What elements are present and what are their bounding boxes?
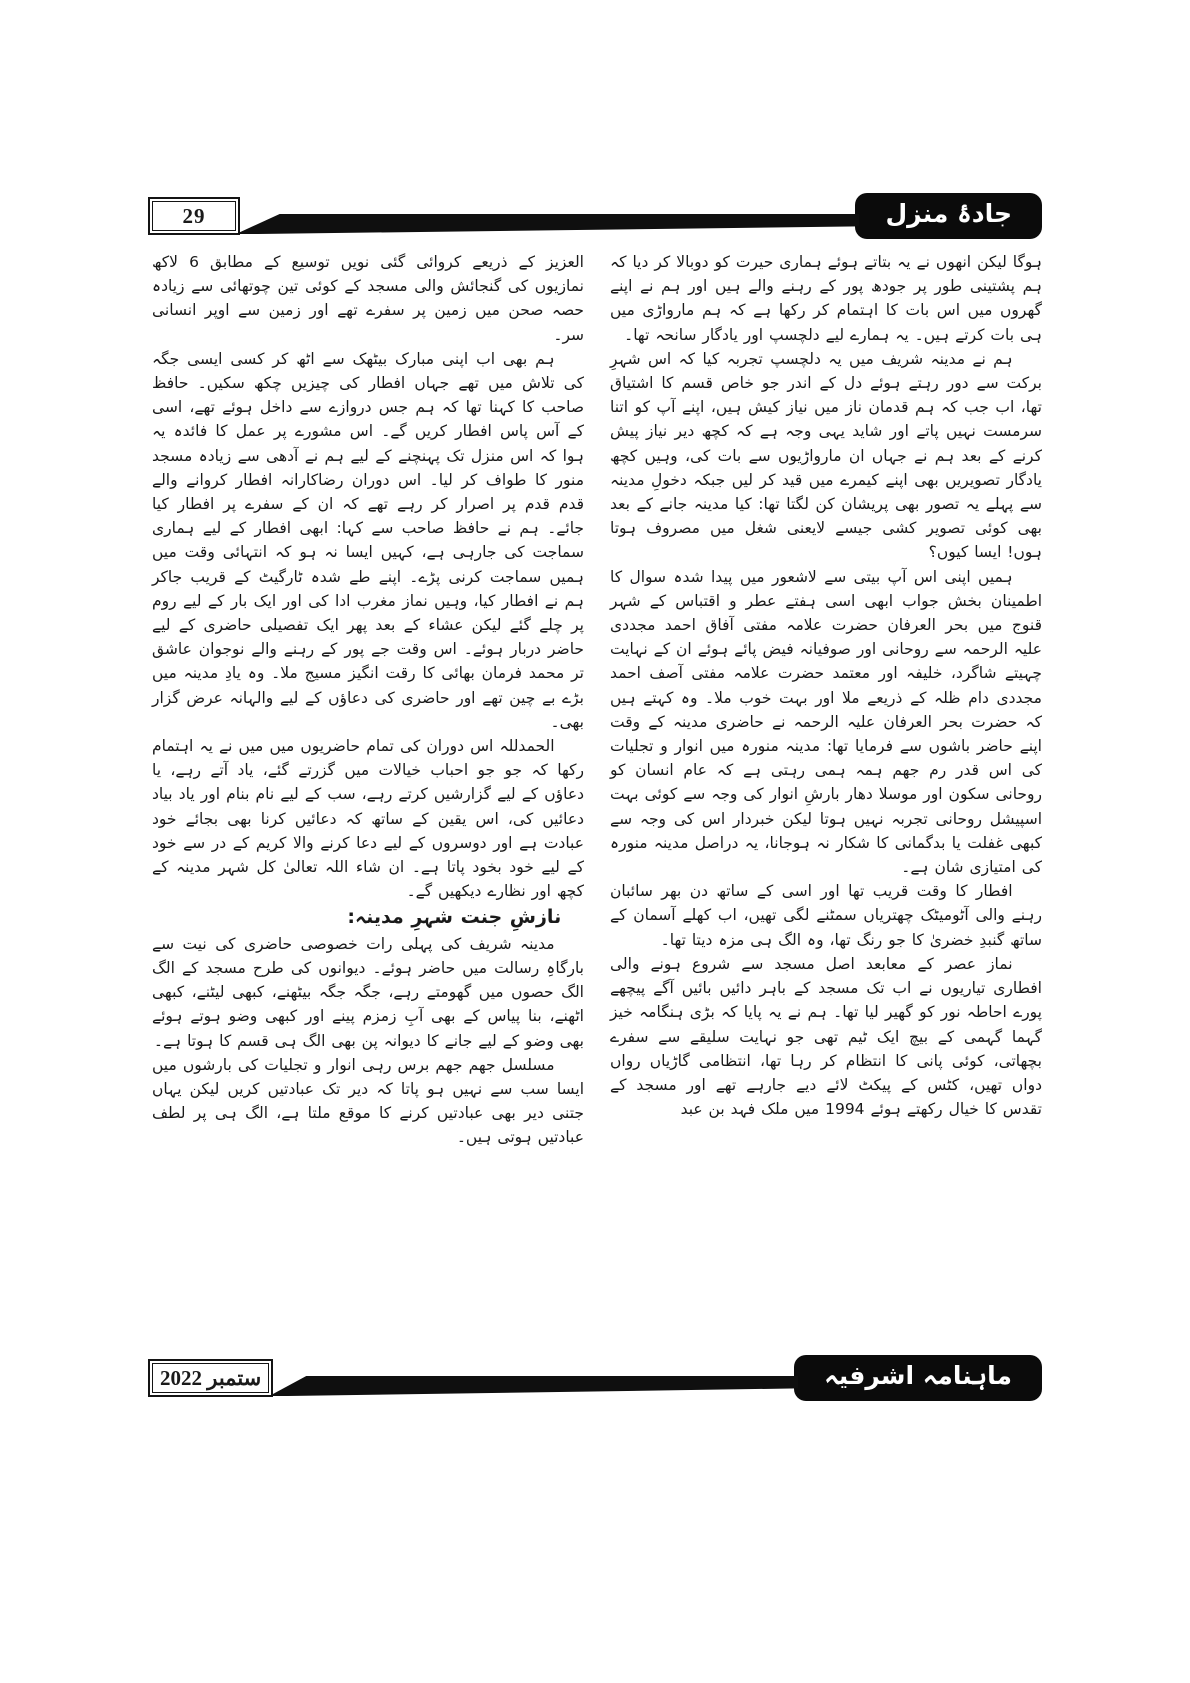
paragraph: نماز عصر کے معابعد اصل مسجد سے شروع ہونے والی افطاری تیاریوں نے اب تک مسجد کے باہر دائیں بائیں آگے پیچھے پورے احاطہ نور کو گھیر لیا تھا۔ ہم نے یہ پایا کہ بڑی ہنگامہ خیز گہما گہمی کے بیچ ایک ٹیم تھی جو نہایت سلیقے سے سفرے بچھاتی، کوئی پانی کا انتظام کر رہا تھا، انتظامی گاڑیاں رواں دواں تھیں، کٹس کے پیکٹ لائے دیے جارہے تھے اور مسجد کے تقدس کا خیال رکھتے ہوئے 1994 میں ملک فہد بن عبد — [610, 954, 1042, 1119]
paragraph: ہم نے مدینہ شریف میں یہ دلچسپ تجربہ کیا کہ اس شہرِ برکت سے دور رہتے ہوئے دل کے اندر جو خاص قسم کا اشتیاق تھا، اب جب کہ ہم قدمان ناز میں نیاز کیش ہیں، اپنے آپ کو اتنا سرمست نہیں پاتے اور شاید یہی وجہ ہے کہ کچھ دیر نیاز پیش کرنے کے بعد ہم نے جہاں ان مارواڑیوں سے بات کی، وہیں کچھ یادگار تصویریں بھی اپنے کیمرے میں قید کر لیں جبکہ دخولِ مدینہ سے پہلے یہ تصور بھی پریشان کن لگتا تھا: کیا مدینہ جانے کے بعد بھی کوئی تصویر کشی جیسے لایعنی شغل میں مصروف ہوتا ہوں! ایسا کیوں؟ — [610, 349, 1042, 562]
issue-date-box — [148, 1359, 273, 1397]
paragraph: مدینہ شریف کی پہلی رات خصوصی حاضری کی نیت سے بارگاہِ رسالت میں حاضر ہوئے۔ دیوانوں کی طرح مسجد کے الگ الگ حصوں میں گھومتے رہے، جگہ جگہ بیٹھنے، کبھی لیٹنے، کبھی اٹھنے، بنا پیاس کے بھی آبِ زمزم پینے اور کبھی وضو ہوتے ہوئے بھی وضو کے لیے جانے کا دیوانہ پن بھی الگ ہی قسم کا ہوتا ہے۔ — [152, 934, 584, 1050]
paragraph: ہم بھی اب اپنی مبارک بیٹھک سے اٹھ کر کسی ایسی جگہ کی تلاش میں تھے جہاں افطار کی چیزیں چکھ سکیں۔ حافظ صاحب کا کہنا تھا کہ ہم جس دروازے سے داخل ہوئے تھے، اسی کے آس پاس افطار کریں گے۔ اس مشورے پر عمل کا فائدہ یہ ہوا کہ اس منزل تک پہنچنے کے لیے ہم نے آدھی سے زیادہ مسجد منور کا طواف کر لیا۔ اس دوران رضاکارانہ افطار کروانے والے قدم قدم پر اصرار کر رہے تھے کہ ان کے سفرے پر افطار کیا جائے۔ ہم نے حافظ صاحب سے کہا: ابھی افطار کے لیے ہماری سماجت کی جارہی ہے، کہیں ایسا نہ ہو کہ انتہائی وقت میں ہمیں سماجت کرنی پڑے۔ اپنے طے شدہ ٹارگیٹ کے قریب جاکر ہم نے افطار کیا، وہیں نماز مغرب ادا کی اور ایک بار کے لیے روم پر چلے گئے لیکن عشاء کے بعد پھر ایک تفصیلی حاضری کے لیے حاضر دربار ہوئے۔ اس وقت جے پور کے رہنے والے نوجوان عاشق تر محمد فرمان بھائی کا رقت انگیز مسیج ملا۔ وہ یادِ مدینہ میں بڑے بے چین تھے اور حاضری کی دعاؤں کے لیے والہانہ عرض گزار بھی۔ — [152, 349, 584, 731]
article-body — [148, 250, 1042, 1332]
paragraph: مسلسل جھم جھم برس رہی انوار و تجلیات کی بارشوں میں ایسا سب سے نہیں ہو پاتا کہ دیر تک عبادتیں کریں لیکن یہاں جتنی دیر بھی عبادتیں کرنے کا موقع ملتا ہے، الگ ہی پر لطف عبادتیں ہوتی ہیں۔ — [152, 1055, 584, 1147]
journal-title-box — [855, 193, 1042, 239]
section-heading: نازشِ جنت شہرِ مدینہ: — [347, 906, 562, 929]
page-number: 29 — [182, 203, 206, 228]
paragraph: افطار کا وقت قریب تھا اور اسی کے ساتھ دن بھر سائبان رہنے والی آٹومیٹک چھتریاں سمٹنے لگی تھیں، اب کھلے آسمان کے ساتھ گنبدِ خضریٰ کا جو رنگ تھا، وہ الگ ہی مزہ دیتا تھا۔ — [610, 882, 1042, 949]
issue-date: ستمبر 2022 — [160, 1365, 262, 1390]
page-footer — [148, 1354, 1042, 1402]
paragraph: ہوگا لیکن انھوں نے یہ بتاتے ہوئے ہماری حیرت کو دوبالا کر دیا کہ ہم پشتینی طور پر جودھ پور کے رہنے والے ہیں اور ہم نے اپنے گھروں میں اس بات کا اہتمام کر رکھا ہے کہ ہم مارواڑی میں ہی بات کرتے ہیں۔ یہ ہمارے لیے دلچسپ اور یادگار سانحہ تھا۔ — [610, 253, 1042, 344]
header-rule-bar — [236, 214, 859, 234]
journal-title: جادۂ منزل — [885, 199, 1012, 228]
magazine-name-box — [794, 1355, 1042, 1401]
paragraph: الحمدللہ اس دوران کی تمام حاضریوں میں میں نے یہ اہتمام رکھا کہ جو جو احباب خیالات میں گزرتے گئے، یاد آتے رہے، یا دعاؤں کے لیے گزارشیں کرتے رہے، سب کے لیے نام بنام اور یاد بیاد دعائیں کی، اس یقین کے ساتھ کہ دعائیں کرنا بھی بجائے خود عبادت ہے اور دوسروں کے لیے دعا کرنے والا کریم کے در سے خود کے لیے خود بخود پاتا ہے۔ ان شاء اللہ تعالیٰ کل شہر مدینہ کے کچھ اور نظارے دیکھیں گے۔ — [152, 737, 584, 901]
paragraph: ہمیں اپنی اس آپ بیتی سے لاشعور میں پیدا شدہ سوال کا اطمینان بخش جواب ابھی اسی ہفتے عطر و اقتباس کے شہر قنوج میں بحر العرفان حضرت علامہ مفتی آفاق احمد مجددی علیہ الرحمہ سے روحانی اور صوفیانہ فیض پائے ہوئے ان کے نہایت چہیتے شاگرد، خلیفہ اور معتمد حضرت علامہ مفتی آصف احمد مجددی دام ظلہ کے ذریعے ملا اور بہت خوب ملا۔ وہ کہتے ہیں کہ حضرت بحر العرفان علیہ الرحمہ نے حاضری مدینہ کے وقت اپنے حاضر باشوں سے فرمایا تھا: مدینہ منورہ میں انوار و تجلیات کی اس قدر رم جھم ہمہ ہمی رہتی ہے کہ عام انسان کو روحانی سکون اور موسلا دھار بارشِ انوار کی وجہ سے کوئی بہت اسپیشل روحانی تجربہ نہیں ہوتا لیکن خبردار اس کی وجہ سے کبھی غفلت یا بدگمانی کا شکار نہ ہوجانا، یہ دراصل مدینہ منورہ کی امتیازی شان ہے۔ — [610, 567, 1042, 877]
column-left — [152, 250, 584, 1332]
column-right — [610, 250, 1042, 1332]
footer-rule-bar — [269, 1376, 798, 1396]
page-number-box — [148, 197, 240, 235]
paragraph: العزیز کے ذریعے کروائی گئی نویں توسیع کے مطابق 6 لاکھ نمازیوں کی گنجائش والی مسجد کے کوئی تین چوتھائی سے زیادہ حصہ صحن میں زمین پر سفرے تھے اور زمین سے اوپر انسانی سر۔ — [152, 253, 584, 344]
page-header — [148, 192, 1042, 240]
magazine-name: ماہنامہ اشرفیہ — [824, 1361, 1012, 1390]
